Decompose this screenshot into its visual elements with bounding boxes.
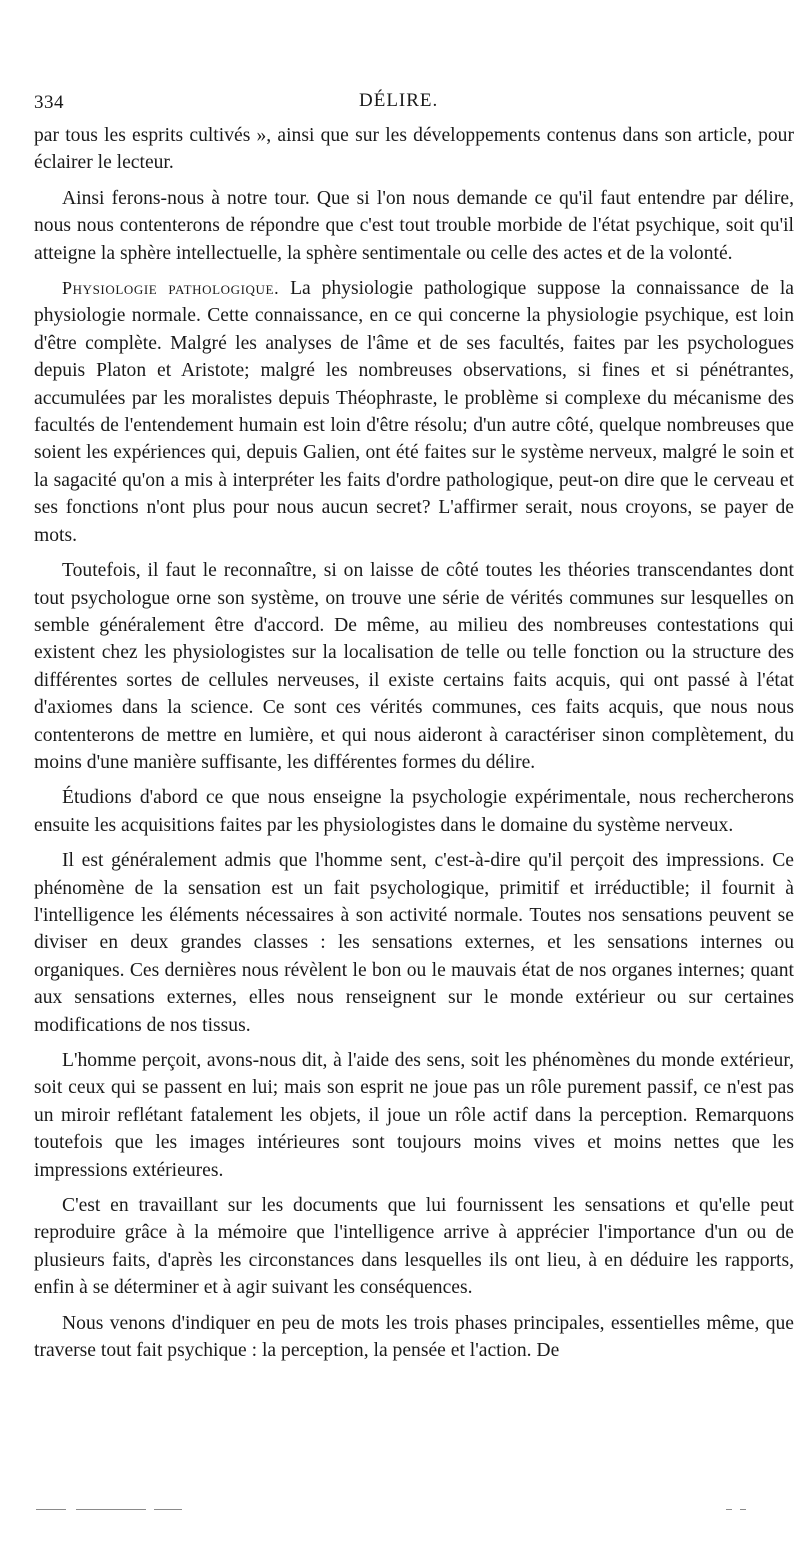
paragraph-7: L'homme perçoit, avons-nous dit, à l'aide des sens, soit les phénomènes du monde extérieur, soit ceux qui se passent en lui; mais son esprit ne joue pas un rôle purement passif, ce n'est pas un miroir reflétant fatalement les objets, il joue un rôle actif dans la perception. Remarquons toutefois que les images intérieures sont toujours moins vives et moins nettes que les impressions extérieures. <box>34 1050 794 1181</box>
paragraph-6: Il est généralement admis que l'homme sent, c'est-à-dire qu'il perçoit des impressions. Ce phénomène de la sensation est un fait psychologique, primitif et irréductible; il fournit à l'intelligence les éléments nécessaires à son activité normale. Toutes nos sensations peuvent se diviser en deux grandes classes : les sensations externes, et les sensations internes ou organiques. Ces dernières nous révèlent le bon ou le mauvais état de nos organes internes; quant aux sensations externes, elles nous renseignent sur le monde extérieur ou sur certaines modifications de nos tissus. <box>34 850 794 1036</box>
section-heading: Physiologie pathologique. <box>62 278 280 299</box>
paragraph-3-text: La physiologie pathologique suppose la connaissance de la physiologie normale. Cette connaissance, en ce qui concerne la physiologie psychique, est loin d'être complète. Malgré les analyses de l'âme et de ses facultés, faites par les psychologues depuis Platon et Aristote; malgré les nombreuses observations, si fines et si pénétrantes, accumulées par les moralistes depuis Théophraste, le problème si complexe du mécanisme des facultés de l'entendement humain est loin d'être résolu; d'un autre côté, quelque nombreuses que soient les expériences qui, depuis Galien, ont été faites sur le système nerveux, malgré le soin et la sagacité qu'on a mis à interpréter les faits d'ordre pathologique, peut-on dire que le cerveau et ses fonctions n'ont plus pour nous aucun secret? L'affirmer serait, nous croyons, se payer de mots. <box>34 278 794 546</box>
paragraph-3 <box>34 275 794 549</box>
running-head <box>34 86 794 122</box>
footer-rule-segment <box>154 1509 182 1510</box>
paragraph-1: par tous les esprits cultivés », ainsi que sur les développements contenus dans son article, pour éclairer le lecteur. <box>34 125 794 174</box>
paragraph-4: Toutefois, il faut le reconnaître, si on laisse de côté toutes les théories transcendantes dont tout psychologue orne son système, on trouve une série de vérités communes sur lesquelles on semble généralement être d'accord. De même, au milieu des nombreuses contestations qui existent chez les physiologistes sur la localisation de telle ou telle fonction ou la structure des différentes sortes de cellules nerveuses, il existe certains faits acquis, qui ont passé à l'état d'axiomes dans la science. Ce sont ces vérités communes, ces faits acquis, que nous nous contenterons de mettre en lumière, et qui nous aideront à caractériser sinon complètement, du moins d'une manière suffisante, les différentes formes du délire. <box>34 560 794 773</box>
page-number: 334 <box>34 92 64 113</box>
paragraph-5: Étudions d'abord ce que nous enseigne la psychologie expérimentale, nous rechercherons ensuite les acquisitions faites par les physiologistes dans le domaine du système nerveux. <box>34 787 794 836</box>
footer-rule-segment <box>740 1509 746 1510</box>
footer-rule-segment <box>36 1509 66 1510</box>
paragraph-9: Nous venons d'indiquer en peu de mots les trois phases principales, essentielles même, que traverse tout fait psychique : la perception, la pensée et l'action. De <box>34 1312 794 1362</box>
book-page <box>34 86 794 1364</box>
footer-rule-segment <box>726 1509 732 1510</box>
footer-rule-segment <box>76 1509 146 1510</box>
paragraph-8: C'est en travaillant sur les documents que lui fournissent les sensations et qu'elle peut reproduire grâce à la mémoire que l'intelligence arrive à apprécier l'importance d'un ou de plusieurs faits, d'après les circonstances dans lesquelles ils ont lieu, à en déduire les rapports, enfin à se déterminer et à agir suivant les conséquences. <box>34 1195 794 1299</box>
footer-rule <box>36 1506 756 1514</box>
body-text <box>34 122 794 1364</box>
paragraph-2: Ainsi ferons-nous à notre tour. Que si l'on nous demande ce qu'il faut entendre par délire, nous nous contenterons de répondre que c'est tout trouble morbide de l'état psychique, soit qu'il atteigne la sphère intellectuelle, la sphère sentimentale ou celle des actes et de la volonté. <box>34 187 794 264</box>
running-title: DÉLIRE. <box>359 90 439 111</box>
